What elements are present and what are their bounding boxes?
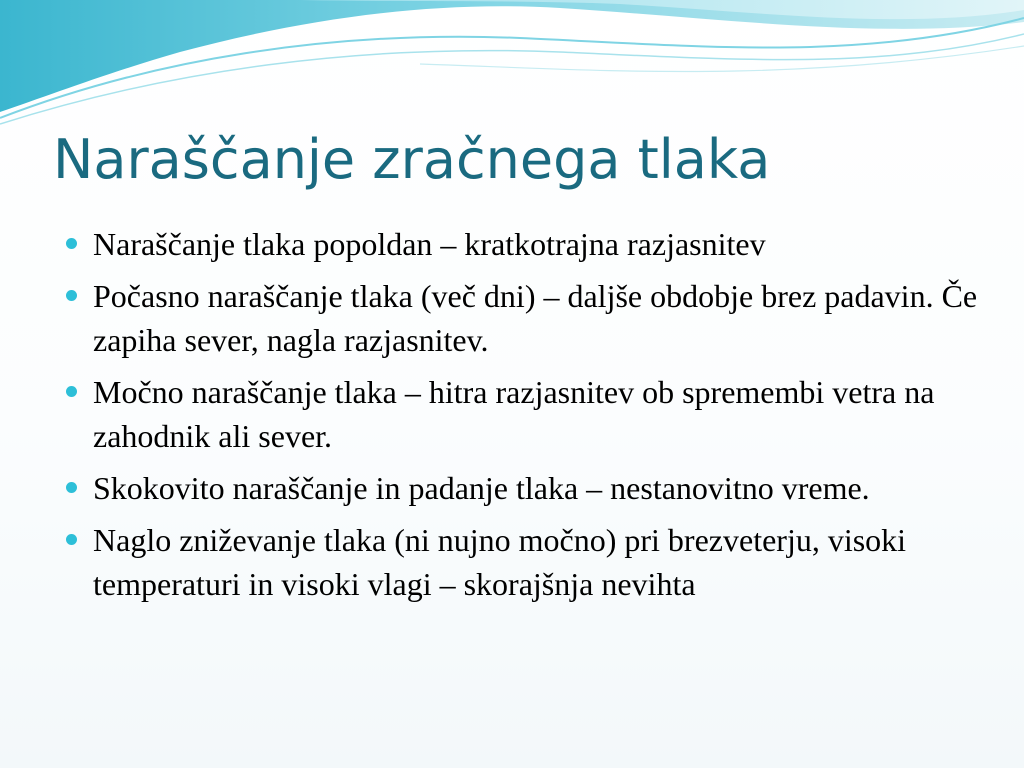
bullet-dot-icon: [66, 238, 77, 249]
list-item: [65, 466, 985, 510]
bullet-dot-icon: [66, 386, 77, 397]
bullet-list: [65, 222, 985, 614]
bullet-text: Naraščanje tlaka popoldan – kratkotrajna razjasnitev: [93, 226, 766, 262]
header-wave-decoration: [0, 0, 1024, 130]
bullet-text: Močno naraščanje tlaka – hitra razjasnitev ob spremembi vetra na zahodnik ali sever.: [93, 374, 935, 454]
bullet-text: Naglo zniževanje tlaka (ni nujno močno) pri brezveterju, visoki temperaturi in visoki vlagi – skorajšnja nevihta: [93, 522, 907, 602]
slide-title: Naraščanje zračnega tlaka: [53, 128, 771, 191]
bullet-dot-icon: [66, 482, 77, 493]
bullet-dot-icon: [66, 290, 77, 301]
bullet-text: Počasno naraščanje tlaka (več dni) – daljše obdobje brez padavin. Če zapiha sever, nagla razjasnitev.: [93, 278, 978, 358]
list-item: [65, 274, 985, 362]
list-item: [65, 370, 985, 458]
bullet-dot-icon: [66, 534, 77, 545]
bullet-text: Skokovito naraščanje in padanje tlaka – nestanovitno vreme.: [93, 470, 870, 506]
list-item: [65, 222, 985, 266]
list-item: [65, 518, 985, 606]
